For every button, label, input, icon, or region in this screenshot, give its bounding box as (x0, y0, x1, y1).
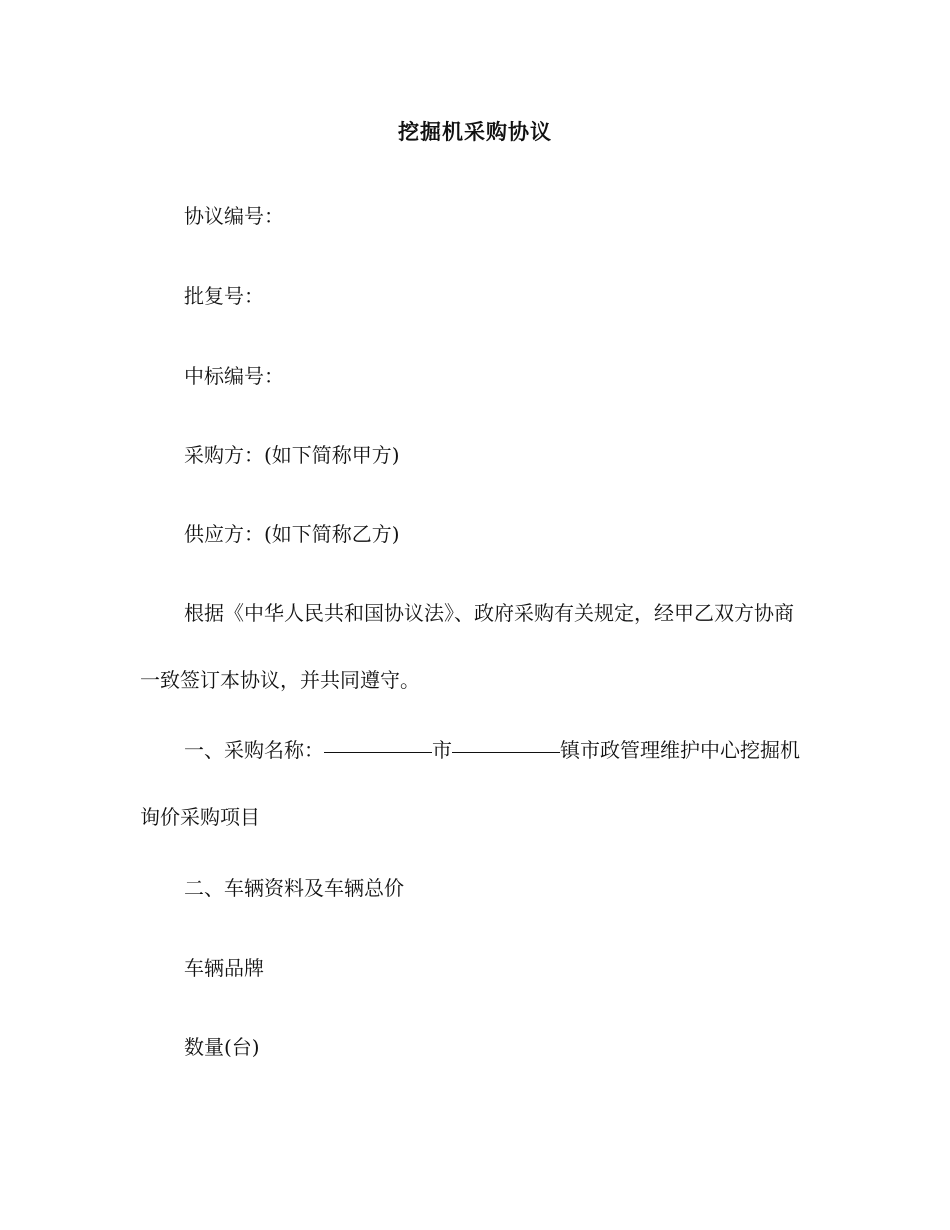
vehicle-brand-label: 车辆品牌 (184, 956, 264, 980)
buyer-field: 采购方：(如下简称甲方) (184, 443, 400, 467)
document-title: 挖掘机采购协议 (398, 119, 552, 144)
town-blank (452, 751, 560, 753)
approval-number-field: 批复号： (184, 284, 264, 308)
supplier-field: 供应方：(如下简称乙方) (184, 522, 400, 546)
intro-paragraph: 根据《中华人民共和国协议法》、政府采购有关规定，经甲乙双方协商一致签订本协议，并共同遵守。 (140, 601, 794, 692)
section-1-city-label: 市 (432, 738, 452, 762)
quantity-label: 数量(台) (184, 1035, 260, 1059)
section-1-prefix: 一、采购名称： (184, 738, 324, 762)
section-2-heading: 二、车辆资料及车辆总价 (184, 876, 404, 900)
section-1-paragraph (140, 717, 800, 851)
city-blank (324, 751, 432, 753)
section-1-suffix: 镇市政管理维护中心挖掘机询价采购项目 (140, 738, 800, 829)
bid-number-field: 中标编号： (184, 364, 284, 388)
agreement-number-field: 协议编号： (184, 204, 284, 228)
